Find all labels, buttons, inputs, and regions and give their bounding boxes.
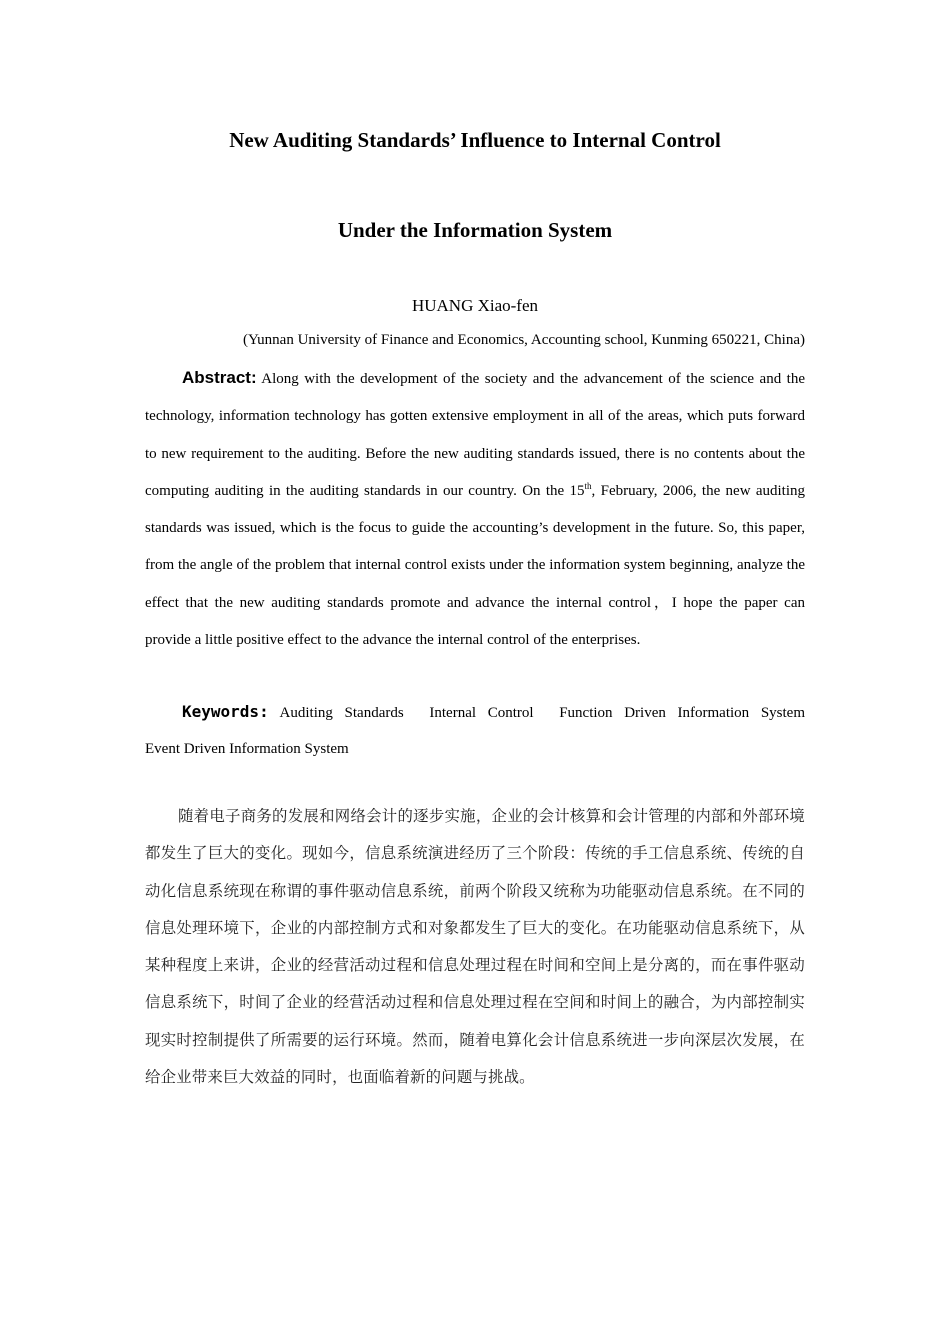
- abstract-text-part-1: Along with the development of the society and the advancement of the science and the technology, information technology has gotten extensive employment in all of the areas, which puts forward to new requirement to the auditing. Before the new auditing standards issued, there is no contents about the computing auditing in the auditing standards in our country. On the 15: [145, 371, 805, 499]
- author-affiliation: (Yunnan University of Finance and Economics, Accounting school, Kunming 650221, China): [243, 332, 805, 348]
- abstract-text-part-2: , February, 2006, the new auditing standards was issued, which is the focus to guide the accounting’s development in the future. So, this paper, from the angle of the problem that internal control exists under the information system beginning, analyze the effect that the new auditing standards promote and advance the internal control，I hope the paper can provide a little positive effect to the advance the internal control of the enterprises.: [145, 482, 806, 649]
- keyword-item: Event Driven Information System: [145, 741, 349, 757]
- keyword-item: Function Driven Information System: [559, 705, 806, 721]
- keyword-item: Auditing Standards: [279, 705, 404, 721]
- paper-title-line-2: Under the Information System: [337, 218, 613, 242]
- paper-title-line-1: New Auditing Standards’ Influence to Internal Control: [229, 128, 721, 152]
- abstract-ordinal-suffix: th: [584, 480, 592, 491]
- keywords-label: Keywords:: [182, 702, 269, 721]
- keyword-item: Internal Control: [429, 705, 534, 721]
- keywords-paragraph: [145, 694, 805, 767]
- abstract-paragraph: [145, 359, 805, 659]
- author-name: HUANG Xiao-fen: [411, 296, 539, 315]
- abstract-label: Abstract:: [182, 368, 257, 387]
- chinese-body-paragraph: 随着电子商务的发展和网络会计的逐步实施，企业的会计核算和会计管理的内部和外部环境都发生了巨大的变化。现如今，信息系统演进经历了三个阶段：传统的手工信息系统、传统的自动化信息系统现在称谓的事件驱动信息系统，前两个阶段又统称为功能驱动信息系统。在不同的信息处理环境下，企业的内部控制方式和对象都发生了巨大的变化。在功能驱动信息系统下，从某种程度上来讲，企业的经营活动过程和信息处理过程在时间和空间上是分离的，而在事件驱动信息系统下，时间了企业的经营活动过程和信息处理过程在空间和时间上的融合，为内部控制实现实时控制提供了所需要的运行环境。然而，随着电算化会计信息系统进一步向深层次发展，在给企业带来巨大效益的同时，也面临着新的问题与挑战。: [145, 807, 805, 1087]
